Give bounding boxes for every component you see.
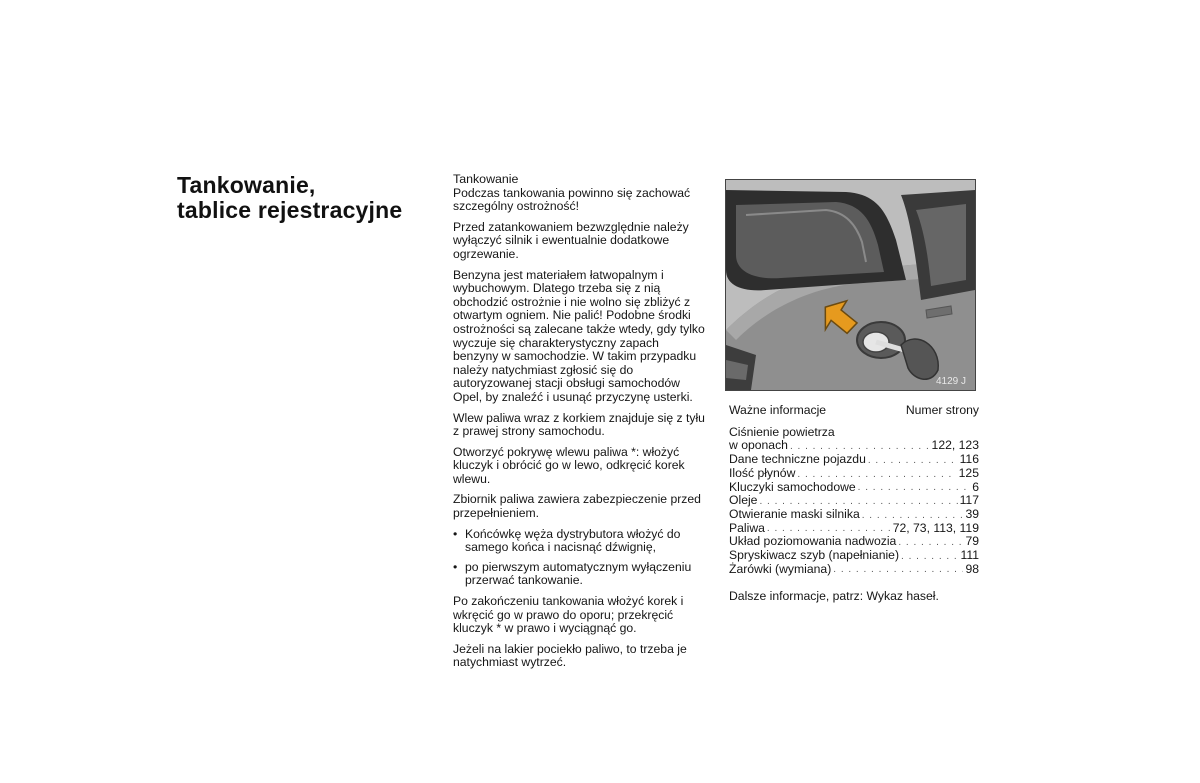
bullet-list [453, 528, 705, 588]
info-footer: Dalsze informacje, patrz: Wykaz haseł. [729, 589, 939, 604]
figure-code: 4129 J [936, 376, 967, 387]
paragraph-engine-off: Przed zatankowaniem bezwzględnie należy wyłączyć silnik i ewentualnie dodatkowe ogrzewanie. [453, 219, 689, 261]
info-header [729, 404, 979, 418]
page-title [177, 173, 402, 223]
paragraph-filler-location: Wlew paliwa wraz z korkiem znajduje się z tyłu z prawej strony samochodu. [453, 410, 705, 439]
info-row: Otwieranie maski silnika . . . 39 [729, 508, 979, 522]
page-title-line-2: tablice rejestracyjne [177, 197, 403, 223]
paragraph-flammable: Benzyna jest materiałem łatwopalnym i wybuchowym. Dlatego trzeba się z nią obchodzić ostrożnie i nie wolno się zbliżyć z otwartym ogniem. Nie palić! Podobne środki ostrożności są zalecane także wtedy, gdy tylko wyczuje się charakterystyczny zapach benzyny w samochodzie. W takim przypadku należy natychmiast zgłosić się do autoryzowanej stacji obsługi samochodów Opel, by znaleźć i usunąć przyczynę usterki. [453, 267, 705, 404]
bullet-item: • Końcówkę węża dystrybutora włożyć do samego końca i nacisnąć dźwignię, [453, 528, 705, 555]
bullet-item: • po pierwszym automatycznym wyłączeniu przerwać tankowanie. [453, 561, 705, 588]
info-row: w oponach . . . 122, 123 [729, 439, 979, 453]
info-row-line: Ciśnienie powietrza [729, 424, 835, 439]
page-title-line-1: Tankowanie, [177, 172, 316, 198]
info-row: Oleje . . . 117 [729, 494, 979, 508]
info-row: Ilość płynów . . . 125 [729, 467, 979, 481]
section-heading: Tankowanie [453, 172, 519, 186]
info-header-right: Numer strony [905, 403, 979, 417]
dot-leader [833, 565, 963, 576]
dot-leader [868, 456, 958, 467]
info-row: Paliwa . . . 72, 73, 113, 119 [729, 522, 979, 536]
dot-leader [797, 470, 956, 481]
dot-leader [898, 538, 963, 549]
paragraph-caution: Podczas tankowania powinno się zachować szczególny ostrożność! [453, 185, 691, 214]
dot-leader [858, 483, 971, 494]
info-row: Dane techniczne pojazdu . . . 116 [729, 453, 979, 467]
instruction-column [453, 173, 705, 677]
info-row: Żarówki (wymiana) . . . 98 [729, 563, 979, 577]
paragraph-overfill: Zbiornik paliwa zawiera zabezpieczenie przed przepełnieniem. [453, 492, 701, 521]
dot-leader [862, 511, 964, 522]
info-row: Układ poziomowania nadwozia . . . 79 [729, 535, 979, 549]
paragraph-close-cap: Po zakończeniu tankowania włożyć korek i wkręcić go w prawo do oporu; przekręcić kluczyk * w prawo i wyciągnąć go. [453, 594, 684, 636]
dot-leader [901, 552, 958, 563]
fuel-filler-illustration [725, 179, 976, 391]
info-row: Kluczyki samochodowe . . . 6 [729, 481, 979, 495]
info-row: Spryskiwacz szyb (napełnianie) . . . 111 [729, 549, 979, 563]
paragraph-open-cover: Otworzyć pokrywę wlewu paliwa *: włożyć kluczyk i obrócić go w lewo, odkręcić korek wlewu. [453, 444, 685, 486]
important-info-table [729, 404, 979, 604]
info-header-left: Ważne informacje [729, 403, 827, 417]
paragraph-paint: Jeżeli na lakier pociekło paliwo, to trzeba je natychmiast wytrzeć. [453, 641, 687, 670]
